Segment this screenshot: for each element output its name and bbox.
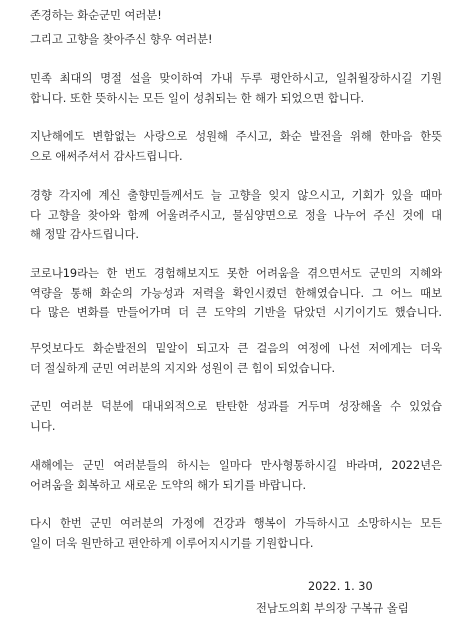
paragraph-line: 일이 더욱 원만하고 편안하게 이루어지시기를 기원합니다. [30,537,314,550]
paragraph-line: 니다. [30,420,56,433]
letter-date: 2022. 1. 30 [308,580,373,593]
paragraph-line: 코로나19라는 한 번도 경험해보지도 못한 어려움을 겪으면서도 군민의 지혜와 [30,267,442,280]
paragraph-line: 더 절실하게 군민 여러분의 지지와 성원이 큰 힘이 되었습니다. [30,362,336,375]
paragraph-line: 군민 여러분 덕분에 대내외적으로 탄탄한 성과를 거두며 성장해올 수 있었습 [30,400,442,413]
paragraph-line: 다 고향을 찾아와 함께 어울려주시고, 물심양면으로 정을 나누어 주신 것에 대 [30,209,442,222]
paragraph-line: 다 많은 변화를 만들어가며 더 큰 도약의 기반을 닦았던 시기이기도 했습니다. [30,306,442,319]
paragraph-line: 지난해에도 변함없는 사랑으로 성원해 주시고, 화순 발전을 위해 한마음 한뜻 [30,130,442,143]
paragraph-line: 민족 최대의 명절 설을 맞이하여 가내 두루 평안하시고, 일취월장하시길 기원 [30,72,442,85]
letter-signature: 전남도의회 부의장 구복규 올림 [256,602,409,615]
paragraph-line: 으로 애써주셔서 감사드립니다. [30,150,183,163]
paragraph-line: 경향 각지에 계신 출향민들께서도 늘 고향을 잊지 않으시고, 기회가 있을 때마 [30,189,442,202]
greeting-line: 존경하는 화순군민 여러분! [30,9,162,22]
paragraph-line: 어려움을 회복하고 새로운 도약의 해가 되기를 바랍니다. [30,479,307,492]
greeting-line: 그리고 고향을 찾아주신 향우 여러분! [30,33,213,46]
paragraph-line: 새해에는 군민 여러분들의 하시는 일마다 만사형통하시길 바라며, 2022년은 [30,459,442,472]
paragraph-line: 다시 한번 군민 여러분의 가정에 건강과 행복이 가득하시고 소망하시는 모든 [30,517,442,530]
paragraph-line: 합니다. 또한 뜻하시는 모든 일이 성취되는 한 해가 되었으면 합니다. [30,92,365,105]
paragraph-line: 무엇보다도 화순발전의 밑알이 되고자 큰 걸음의 여정에 나선 저에게는 더욱 [30,342,442,355]
paragraph-line: 역량을 통해 화순의 가능성과 저력을 확인시켰던 한해였습니다. 그 어느 때보 [30,287,442,300]
paragraph-line: 해 정말 감사드립니다. [30,228,139,241]
